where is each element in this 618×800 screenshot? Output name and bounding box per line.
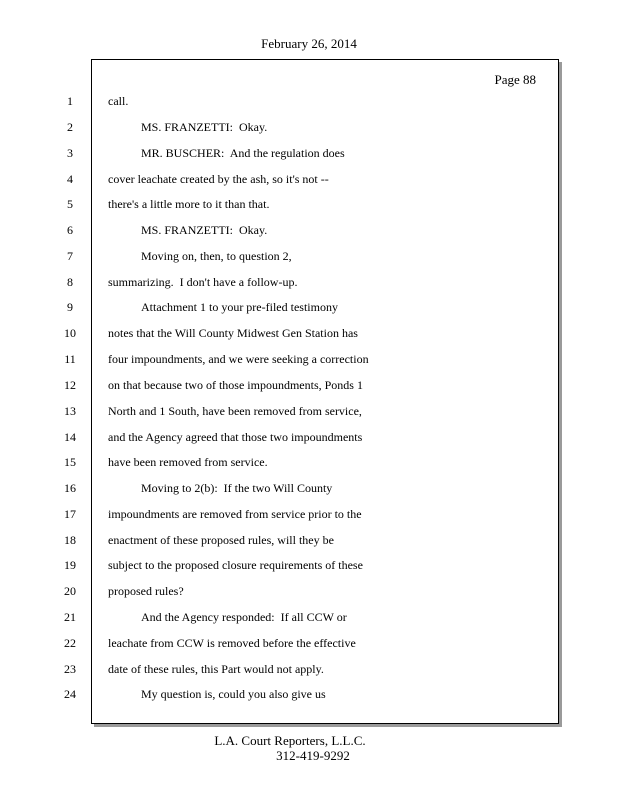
line-number: 24	[64, 687, 76, 701]
transcript-line: proposed rules?	[108, 584, 184, 598]
transcript-line: there's a little more to it than that.	[108, 197, 270, 211]
line-number: 10	[64, 326, 76, 340]
page-number: Page 88	[494, 72, 536, 87]
transcript-line: summarizing. I don't have a follow-up.	[108, 275, 298, 289]
line-number: 7	[67, 249, 73, 263]
line-number: 14	[64, 430, 76, 444]
line-number: 2	[67, 120, 73, 134]
transcript-line: MS. FRANZETTI: Okay.	[141, 120, 268, 134]
transcript-line: Moving on, then, to question 2,	[141, 249, 292, 263]
line-number: 5	[67, 197, 73, 211]
transcript-line: call.	[108, 94, 129, 108]
transcript-line: Attachment 1 to your pre-filed testimony	[141, 300, 338, 314]
transcript-line: cover leachate created by the ash, so it's not --	[108, 172, 329, 186]
transcript-line: leachate from CCW is removed before the effective	[108, 636, 356, 650]
transcript-line: My question is, could you also give us	[141, 687, 326, 701]
line-number: 20	[64, 584, 76, 598]
transcript-line: North and 1 South, have been removed from service,	[108, 404, 362, 418]
line-number: 17	[64, 507, 76, 521]
transcript-line: and the Agency agreed that those two impoundments	[108, 430, 363, 444]
footer-phone: 312-419-9292	[276, 748, 350, 763]
line-number: 13	[64, 404, 76, 418]
footer-company: L.A. Court Reporters, L.L.C.	[214, 733, 366, 748]
transcript-line: notes that the Will County Midwest Gen Station has	[108, 326, 358, 340]
line-number: 4	[67, 172, 73, 186]
transcript-line: MR. BUSCHER: And the regulation does	[141, 146, 345, 160]
transcript-line: impoundments are removed from service prior to the	[108, 507, 362, 521]
line-number: 6	[67, 223, 73, 237]
line-number: 23	[64, 662, 76, 676]
line-number: 18	[64, 533, 76, 547]
line-number: 22	[64, 636, 76, 650]
line-number: 21	[64, 610, 76, 624]
line-number: 1	[67, 94, 73, 108]
line-number: 9	[67, 300, 73, 314]
transcript-line: MS. FRANZETTI: Okay.	[141, 223, 268, 237]
transcript-line: date of these rules, this Part would not apply.	[108, 662, 324, 676]
transcript-line: have been removed from service.	[108, 455, 268, 469]
transcript-line: on that because two of those impoundments, Ponds 1	[108, 378, 363, 392]
line-number: 15	[64, 455, 76, 469]
line-number: 12	[64, 378, 76, 392]
transcript-line: subject to the proposed closure requirements of these	[108, 558, 363, 572]
line-number: 19	[64, 558, 76, 572]
line-number: 16	[64, 481, 76, 495]
header-date: February 26, 2014	[261, 36, 357, 51]
transcript-line: Moving to 2(b): If the two Will County	[141, 481, 333, 495]
line-number: 11	[64, 352, 76, 366]
transcript-line: And the Agency responded: If all CCW or	[141, 610, 347, 624]
transcript-line: enactment of these proposed rules, will they be	[108, 533, 334, 547]
line-number: 8	[67, 275, 73, 289]
transcript-line: four impoundments, and we were seeking a correction	[108, 352, 369, 366]
line-number: 3	[67, 146, 73, 160]
